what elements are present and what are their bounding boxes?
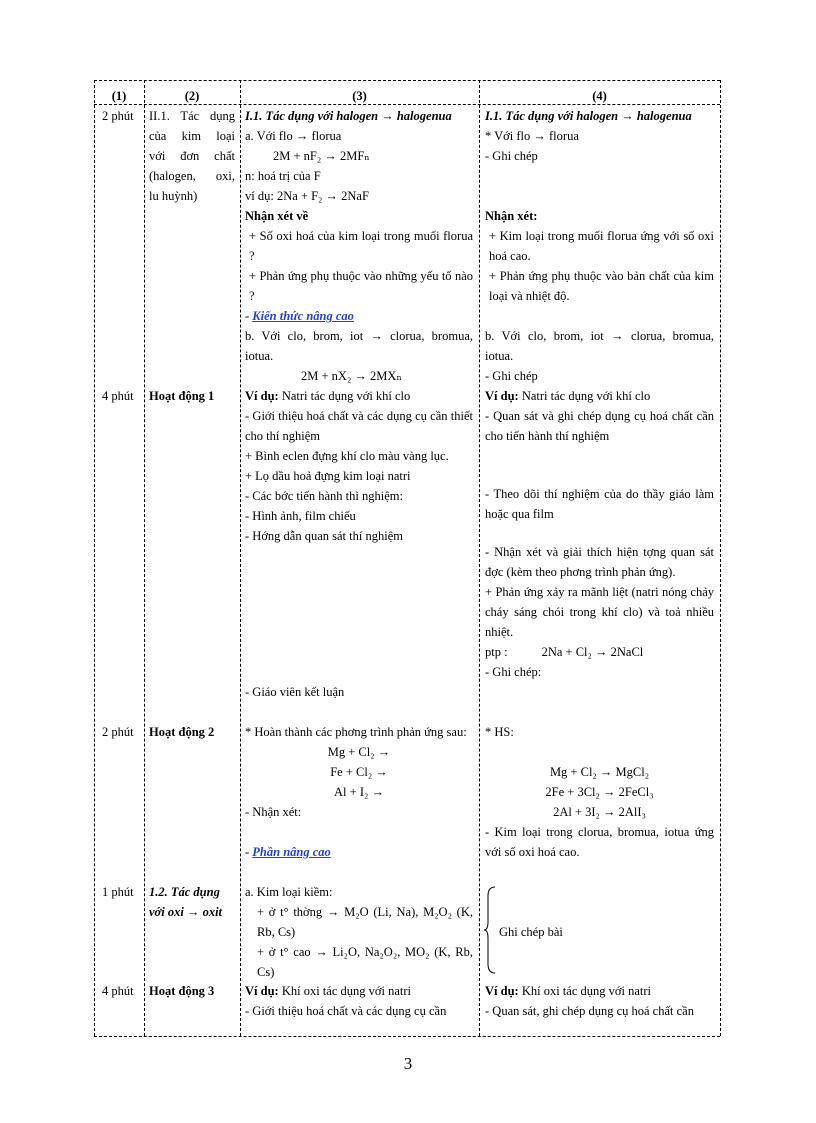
advanced-link[interactable]: Phần nâng cao [252, 845, 331, 859]
header-col-2: (2) [184, 89, 200, 103]
equation: 2Na + Cl₂ → 2NaCl [541, 645, 644, 659]
time-cell: 1 phút [102, 885, 134, 899]
teacher-col-block [245, 882, 473, 982]
example-label: Ví dụ: [245, 984, 279, 998]
teacher-conclusion: - Giáo viên kết luận [245, 685, 345, 699]
equation: Mg + Cl₂ → [327, 745, 391, 759]
example-line [245, 386, 473, 406]
student-note: Ghi chép bài [499, 925, 563, 939]
remark-item: + Kim loại trong muối florua ứng với số oxi hoá cao. [489, 229, 714, 263]
equation-line [485, 642, 714, 662]
spacer [485, 166, 714, 206]
student-col-block [485, 542, 714, 682]
step-line: - Quan sát và ghi chép dụng cụ hoá chất cần cho tiến hành thí nghiệm [485, 409, 714, 443]
step-line: + Bình eclen đựng khí clo màu vàng lục. [245, 449, 449, 463]
remark-heading: Nhận xét: [485, 209, 538, 223]
column-divider [479, 80, 480, 1036]
activity-line: của kim loại [149, 129, 235, 143]
activity-line: 1.2. Tác dụng [149, 885, 220, 899]
header-col-3: (3) [352, 89, 367, 103]
step-line: - Các bớc tiến hành thì nghiệm: [245, 489, 403, 503]
time-cell: 4 phút [102, 984, 134, 998]
activity-line: với đơn chất [149, 149, 235, 163]
note-line: - Ghi chép [485, 149, 538, 163]
student-col-block [485, 106, 714, 386]
student-col-block [485, 386, 714, 446]
remark-item: + Phản ứng phụ thuộc vào những yếu tố nào ? [249, 269, 473, 303]
spacer [245, 822, 473, 842]
brace-icon [483, 886, 497, 974]
equation: Fe + Cl₂ → [330, 765, 388, 779]
subsection-a: * Với flo → florua [485, 129, 579, 143]
step-line: + ở t° cao → Li₂O, Na₂O₂, MO₂ (K, Rb, Cs) [257, 945, 473, 979]
subsection-a: a. Với flo → florua [245, 129, 342, 143]
teacher-col-block [245, 722, 473, 862]
advanced-heading: - Phần nâng cao [245, 845, 331, 859]
example-line [485, 386, 714, 406]
step-line: - Quan sát, ghi chép dụng cụ hoá chất cần [485, 1004, 694, 1018]
equation: 2Fe + 3Cl₂ → 2FeCl₃ [545, 785, 654, 799]
spacer [485, 306, 714, 326]
time-cell: 2 phút [102, 725, 134, 739]
table-border-top [94, 80, 720, 81]
student-step: - Theo dõi thí nghiệm của do thầy giáo làm hoặc qua film [485, 487, 714, 521]
header-divider [94, 104, 720, 105]
equation: 2M + nX₂ → 2MXₙ [301, 369, 402, 383]
example-text: Khí oxi tác dụng với natri [521, 984, 651, 998]
student-col-block [485, 722, 714, 862]
example-line [485, 981, 714, 1001]
time-cell: 4 phút [102, 389, 134, 403]
equation: Al + I₂ → [334, 785, 384, 799]
spacer [485, 742, 714, 762]
step-line: + Lọ dầu hoả đựng kim loại natri [245, 469, 411, 483]
step-line: + ở t° thờng → M₂O (Li, Na), M₂O₂ (K, Rb, Cs) [257, 905, 473, 939]
header-col-4: (4) [592, 89, 607, 103]
example-text: Natri tác dụng với khí clo [281, 389, 411, 403]
step-line: - Giới thiệu hoá chất và các dụng cụ cần [245, 1004, 447, 1018]
activity-cell: Hoạt động 3 [149, 984, 215, 998]
example-label: Ví dụ: [485, 389, 519, 403]
activity-line: II.1. Tác dụng [149, 109, 235, 123]
step-line: + Phản ứng xảy ra mãnh liệt (natri nóng chảy cháy sáng chói trong khí clo) và toả nhiều nhiệt. [485, 585, 714, 639]
remark-item: + Phản ứng phụ thuộc vào bản chất của kim loại và nhiệt độ. [489, 269, 714, 303]
activity-line: lu huỳnh) [149, 189, 198, 203]
example-line [245, 981, 473, 1001]
activity-cell [149, 882, 237, 922]
activity-cell: Hoạt động 1 [149, 389, 215, 403]
section-title: I.1. Tác dụng với halogen → halogenua [485, 109, 692, 123]
column-divider [720, 80, 721, 1036]
activity-cell [149, 106, 235, 206]
step-line: - Hình ảnh, film chiếu [245, 509, 356, 523]
step-line: - Giới thiệu hoá chất và các dụng cụ cần thiết cho thí nghiệm [245, 409, 473, 443]
teacher-col-block [245, 386, 473, 546]
subsection-b: b. Với clo, brom, iot → clorua, bromua, iotua. [485, 329, 714, 363]
activity-line: với oxi → oxit [149, 905, 223, 919]
example-text: Khí oxi tác dụng với natri [281, 984, 411, 998]
remark-line: - Kim loại trong clorua, bromua, iotua ứng với số oxi hoá cao. [485, 825, 714, 859]
activity-cell: Hoạt động 2 [149, 725, 215, 739]
example-text: Natri tác dụng với khí clo [521, 389, 651, 403]
lesson-table [94, 80, 720, 1036]
remark-heading: Nhận xét về [245, 209, 309, 223]
time-cell: 2 phút [102, 109, 134, 123]
header-col-1: (1) [111, 89, 127, 103]
column-divider [94, 80, 95, 1036]
table-border-bottom [94, 1036, 720, 1037]
teacher-col-block [245, 981, 473, 1021]
equation: 2M + nF₂ → 2MFₙ [273, 149, 370, 163]
remark-line: - Nhận xét: [245, 805, 302, 819]
page-number: 3 [403, 1054, 413, 1073]
remark-item: + Số oxi hoá của kim loại trong muối florua ? [249, 229, 473, 263]
equation: 2Al + 3I₂ → 2AlI₃ [553, 805, 646, 819]
example-label: Ví dụ: [485, 984, 519, 998]
advanced-heading: - Kiến thức nâng cao [245, 309, 354, 323]
example-label: Ví dụ: [245, 389, 279, 403]
activity-line: (halogen, oxi, [149, 169, 235, 183]
step-line: - Nhận xét và giải thích hiện tợng quan sát đợc (kèm theo phơng trình phản ứng). [485, 545, 714, 579]
example-line: ví dụ: 2Na + F₂ → 2NaF [245, 189, 369, 203]
task-line: * Hoàn thành các phơng trình phản ứng sau: [245, 725, 467, 739]
equation-label: ptp : [485, 645, 508, 659]
student-col-block [485, 981, 714, 1021]
note-line: n: hoá trị của F [245, 169, 321, 183]
column-divider [240, 80, 241, 1036]
section-title: I.1. Tác dụng với halogen → halogenua [245, 109, 452, 123]
note-line: - Ghi chép [485, 369, 538, 383]
column-divider [144, 80, 145, 1036]
advanced-link[interactable]: Kiến thức nâng cao [252, 309, 354, 323]
step-line: - Hớng dẫn quan sát thí nghiệm [245, 529, 403, 543]
subsection-a: a. Kim loại kiềm: [245, 885, 333, 899]
teacher-col-block [245, 106, 473, 386]
step-line: - Ghi chép: [485, 665, 542, 679]
subsection-b: b. Với clo, brom, iot → clorua, bromua, iotua. [245, 329, 473, 363]
equation: Mg + Cl₂ → MgCl₂ [549, 765, 650, 779]
answer-label: * HS: [485, 725, 514, 739]
